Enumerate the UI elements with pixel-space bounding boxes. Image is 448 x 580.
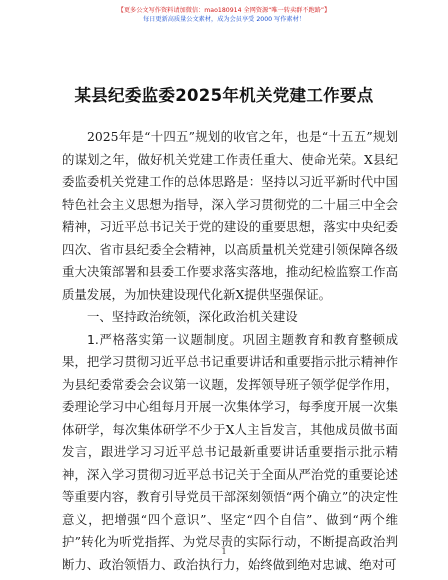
document-title: 某县纪委监委2025年机关党建工作要点 bbox=[74, 86, 374, 105]
section-heading: 一、坚持政治统领，深化政治机关建设 bbox=[87, 309, 298, 324]
document-body bbox=[62, 126, 398, 576]
promo-banner-line2: 每日更新高质量公文素材，成为会员享受 2000 写作素材！ bbox=[143, 16, 305, 23]
item-heading: 1.严格落实第一议题制度。 bbox=[87, 331, 243, 347]
page-number: 1 bbox=[221, 547, 227, 556]
item-text: 巩固主题教育和教育整顿成果，把学习贯彻习近平总书记重要讲话和重要指示批示精神作为县纪委常委会会议第一议题，发挥领导班子领学促学作用，委理论学习中心组每月开展一次集体学习，每季度开展一次集体研学，每次集体研学不少于X人主旨发言，其他成员做书面发言，跟进学习习近平总书记最新重要讲话重要指示批示精神，深入学习贯彻习近平总书记关于全面从严治党的重要论述等重要内容，教育引导党员干部深刻领悟“两个确立”的决定性意义，把增强“四个意识”、坚定“四个自信”、做到“两个维护”转化为听党指挥、为党尽责的实际行动，不断提高政治判断力、政治领悟力、政治执行力，始终做到绝对忠诚、绝对可 bbox=[62, 331, 399, 572]
promo-banner-line1: 【更多公文写作资料请加微信：mao180914 全网资源“唯一转卖群不跑路”】 bbox=[117, 7, 331, 14]
intro-paragraph: 2025年是“十四五”规划的收官之年，也是“十五五”规划的谋划之年，做好机关党建工作责任重大、使命光荣。X县纪委监委机关党建工作的总体思路是：坚持以习近平新时代中国特色社会主义思想为指导，深入学习贯彻党的二十届三中全会精神，习近平总书记关于党的建设的重要思想，落实中央纪委四次、省市县纪委全会精神，以高质量机关党建引领保障各级重大决策部署和县委工作要求落实落地，推动纪检监察工作高质量发展，为加快建设现代化新X提供坚强保证。 bbox=[62, 129, 398, 302]
item-paragraph bbox=[62, 329, 398, 577]
